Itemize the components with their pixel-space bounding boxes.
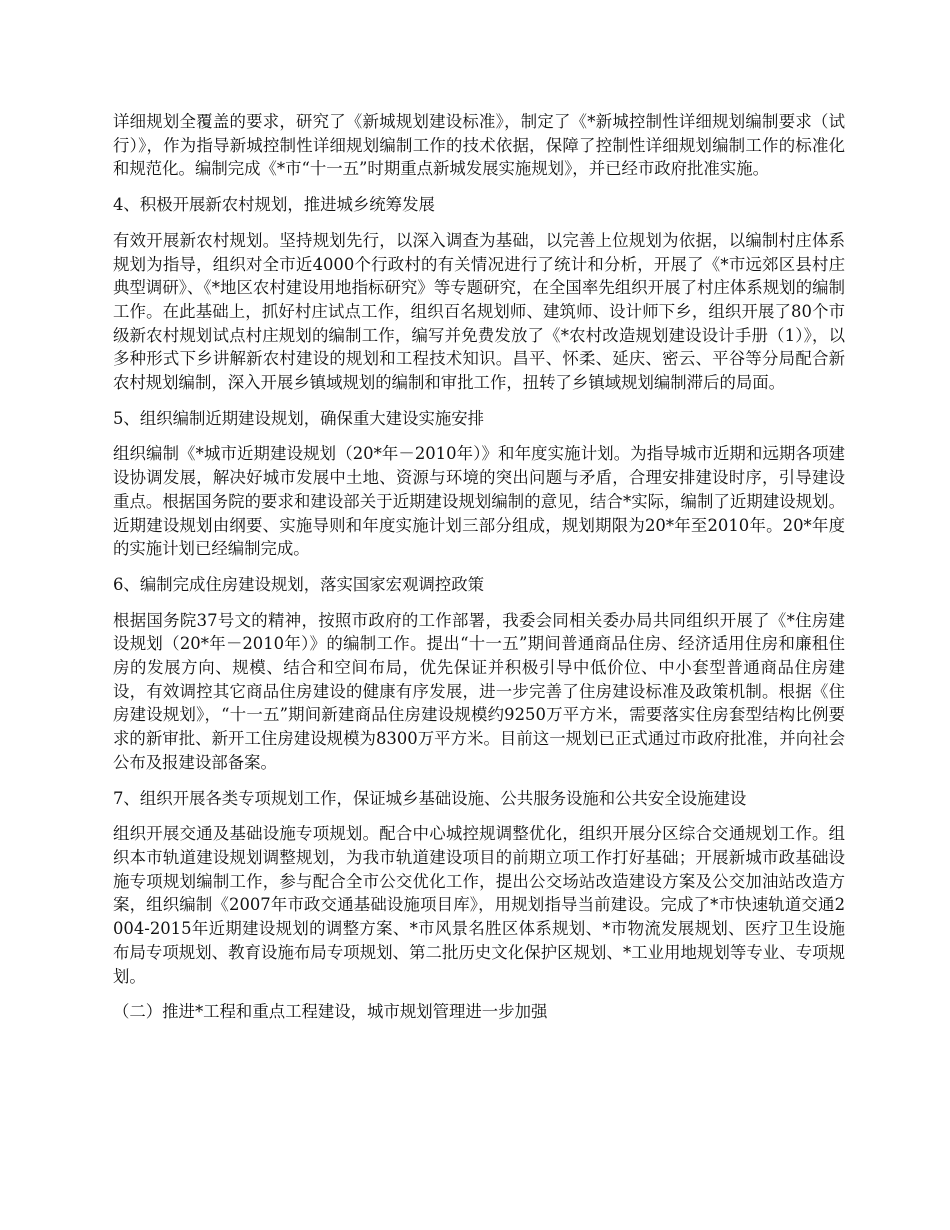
- document-body: [113, 110, 845, 1036]
- section-heading: 5、组织编制近期建设规划，确保重大建设实施安排: [113, 408, 485, 428]
- section-heading: （二）推进*工程和重点工程建设，城市规划管理进一步加强: [113, 1002, 548, 1022]
- body-paragraph: 组织开展交通及基础设施专项规划。配合中心城控规调整优化，组织开展分区综合交通规划工作。组织本市轨道建设规划调整规划，为我市轨道建设项目的前期立项工作打好基础；开展新城市政基础设施专项规划编制工作，参与配合全市公交优化工作，提出公交场站改造建设方案及公交加油站改造方案，组织编制《2007年市政交通基础设施项目库》，用规划指导当前建设。完成了*市快速轨道交通2004-2015年近期建设规划的调整方案、*市风景名胜区体系规划、*市物流发展规划、医疗卫生设施布局专项规划、教育设施布局专项规划、第二批历史文化保护区规划、*工业用地规划等专业、专项规划。: [113, 824, 845, 986]
- body-paragraph: 组织编制《*城市近期建设规划（20*年－2010年）》和年度实施计划。为指导城市近期和远期各项建设协调发展，解决好城市发展中土地、资源与环境的突出问题与矛盾，合理安排建设时序，引导建设重点。根据国务院的要求和建设部关于近期建设规划编制的意见，结合*实际，编制了近期建设规划。近期建设规划由纲要、实施导则和年度实施计划三部分组成，规划期限为20*年至2010年。20*年度的实施计划已经编制完成。: [113, 444, 845, 559]
- body-paragraph: 根据国务院37号文的精神，按照市政府的工作部署，我委会同相关委办局共同组织开展了《*住房建设规划（20*年－2010年）》的编制工作。提出“十一五”期间普通商品住房、经济适用住房和廉租住房的发展方向、规模、结合和空间布局，优先保证并积极引导中低价位、中小套型普通商品住房建设，有效调控其它商品住房建设的健康有序发展，进一步完善了住房建设标准及政策机制。根据《住房建设规划》，“十一五”期间新建商品住房建设规模约9250万平方米，需要落实住房套型结构比例要求的新审批、新开工住房建设规模为8300万平方米。目前这一规划已正式通过市政府批准，并向社会公布及报建设部备案。: [113, 610, 845, 772]
- section-heading: 4、积极开展新农村规划，推进城乡统筹发展: [113, 195, 435, 215]
- section-heading: 6、编制完成住房建设规划，落实国家宏观调控政策: [113, 574, 485, 594]
- body-paragraph: 详细规划全覆盖的要求，研究了《新城规划建设标准》，制定了《*新城控制性详细规划编制要求（试行）》，作为指导新城控制性详细规划编制工作的技术依据，保障了控制性详细规划编制工作的标准化和规范化。编制完成《*市“十一五”时期重点新城发展实施规划》，并已经市政府批准实施。: [113, 112, 845, 179]
- body-paragraph: 有效开展新农村规划。坚持规划先行，以深入调查为基础，以完善上位规划为依据，以编制村庄体系规划为指导，组织对全市近4000个行政村的有关情况进行了统计和分析，开展了《*市远郊区县村庄典型调研》、《*地区农村建设用地指标研究》等专题研究，在全国率先组织开展了村庄体系规划的编制工作。在此基础上，抓好村庄试点工作，组织百名规划师、建筑师、设计师下乡，组织开展了80个市级新农村规划试点村庄规划的编制工作，编写并免费发放了《*农村改造规划建设设计手册（1）》，以多种形式下乡讲解新农村建设的规划和工程技术知识。昌平、怀柔、延庆、密云、平谷等分局配合新农村规划编制，深入开展乡镇域规划的编制和审批工作，扭转了乡镇域规划编制滞后的局面。: [113, 230, 845, 393]
- section-heading: 7、组织开展各类专项规划工作，保证城乡基础设施、公共服务设施和公共安全设施建设: [113, 788, 747, 808]
